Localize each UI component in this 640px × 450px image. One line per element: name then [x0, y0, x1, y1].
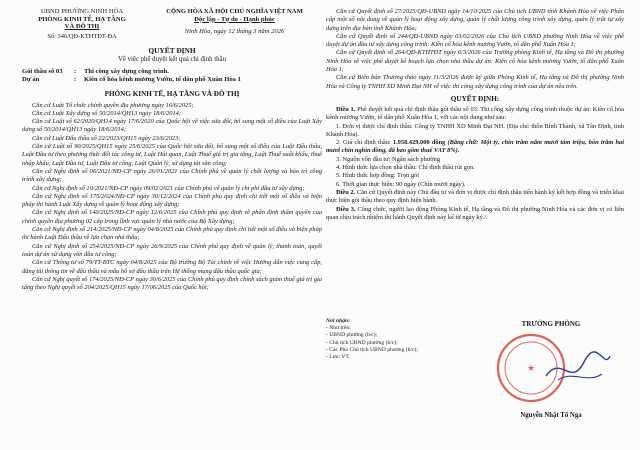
doc-number: Số: 346/QĐ-KTHTĐT-ĐA: [47, 32, 117, 40]
legal-basis-list: [22, 102, 322, 293]
legal-basis: Căn cứ Nghị định số 10/2021/NĐ-CP ngày 09/02/2021 của Chính phủ về quản lý chi phí đầu tư xây dựng;: [32, 184, 305, 192]
legal-basis: Căn cứ Luật Tổ chức chính quyền địa phương ngày 16/6/2025;: [32, 101, 194, 109]
legal-basis: Căn cứ Nghị định số 214/2025/NĐ-CP ngày 04/8/2025 của Chính phủ quy định chi tiết một số điều và biện pháp thi hành Luật Đấu thầu về lựa chọn nhà thầu;: [22, 226, 322, 242]
issuer-heading: PHÒNG KINH TẾ, HẠ TẦNG VÀ ĐÔ THỊ: [104, 89, 240, 98]
legal-basis: Căn cứ Quyết định số 27/2025/QĐ-UBND ngày 14/10/2025 của Chủ tịch UBND tỉnh Khánh Hòa về việc Phân cấp một số nội dung về quản lý hoạt động xây dựng, quản lý chất lượng công trình xây dựng, quản lý trật tự xây dựng trên địa bàn tỉnh Khánh Hòa;: [326, 8, 624, 32]
left-column: [22, 0, 322, 450]
item-contract: 5. Hình thức hợp đồng: Trọn gói: [336, 172, 420, 180]
legal-basis: Căn cứ Biên bản Thương thảo ngày 11/3/2026 được ký giữa Phòng Kinh tế, Hạ tầng và Đô thị phường Ninh Hòa và Công ty TNHH XD Minh Đạt NH về việc thi công xây dựng công trình của dự án nêu trên.: [326, 74, 624, 90]
package-info: Gói thầu số 03 : Thi công xây dựng công trình. Dự án : Kiên cố hóa kênh mương Vườn, tổ dân phố Xuân Hòa 1: [22, 68, 322, 84]
nation-title: CỘNG HÒA XÃ HỘI CHỦ NGHĨA VIỆT NAM: [166, 8, 303, 15]
recipients-title: Nơi nhận:: [326, 318, 350, 324]
doc-date: Ninh Hòa, ngày 12 tháng 3 năm 2026: [184, 28, 285, 36]
article-3: Điều 3. Công chức, người lao động Phòng Kinh tế, Hạ tầng và Đô thị phường Ninh Hòa và các đơn vị có liên quan chịu trách nhiệm thi hành Quyết định này kể từ ngày ký./.: [326, 205, 624, 221]
legal-basis: Căn cứ Thông tư số 79/TT-BTC ngày 04/8/2025 của Bộ trưởng Bộ Tài chính về việc Hướng dẫn việc cung cấp, đăng tải thông tin về đấu thầu và mẫu hồ sơ đấu thầu trên Hệ thống mạng đấu thầu quốc gia;: [22, 259, 322, 275]
item-duration: 6. Thời gian thực hiện: 90 ngày (Chín mươi ngày).: [336, 180, 466, 188]
recipients: [326, 318, 476, 361]
right-column: [326, 0, 624, 450]
agency-line-2: PHÒNG KINH TẾ, HẠ TẦNG: [38, 15, 126, 23]
signer-role: TRƯỞNG PHÒNG: [521, 320, 581, 328]
project-key: Dự án: [22, 75, 40, 83]
project-value: Kiên cố hóa kênh mương Vườn, tổ dân phố Xuân Hòa 1: [84, 75, 241, 83]
package-key: Gói thầu số 03: [22, 67, 63, 75]
recipient-line: - Lưu: VT.: [326, 354, 350, 361]
document-header: [22, 8, 322, 40]
legal-basis: Căn cứ Luật Đấu thầu số 22/2023/QH15 ngày 23/6/2023;: [32, 134, 181, 142]
signer-name: Nguyễn Nhật Tố Nga: [520, 412, 582, 419]
legal-basis: Căn cứ Luật Xây dựng số 50/2014/QH13 ngày 18/6/2014;: [32, 109, 181, 117]
price-words: (Bằng chữ: Một tỷ, chín trăm năm mươi tám triệu, bốn trăm hai mươi chín nghìn đồng, đã bao gồm thuế VAT 8%).: [326, 139, 624, 155]
price-value: 1.958.429.000 đồng: [392, 139, 446, 147]
legal-basis: Căn cứ Quyết định số 244/QĐ-UBND ngày 03/02/2026 của Chủ tịch UBND phường Ninh Hòa về việc phê duyệt dự án đầu tư xây dựng công trình: Kiên cố hóa kênh mương Vườn, tổ dân phố Xuân Hòa 1;: [326, 32, 624, 49]
agency-line-3: VÀ ĐÔ THỊ: [64, 23, 100, 31]
recipient-line: - Chủ tịch UBND phường (b/c);: [326, 339, 398, 346]
legal-basis: Căn cứ Nghị quyết số 174/2025/NĐ-CP ngày 30/6/2025 của Chính phủ quy định chính sách giảm thuế giá trị gia tăng theo Nghị quyết số 204/2025/QH15 ngày 17/06/2025 của Quốc hội;: [22, 275, 322, 292]
recipient-line: - UBND phường (b/c);: [326, 332, 378, 339]
svg-text:★: ★: [526, 363, 536, 373]
item-funding: 3. Nguồn vốn đầu tư: Ngân sách phường: [336, 155, 441, 163]
legal-basis: Căn cứ Nghị định số 140/2025/NĐ-CP ngày 12/6/2025 của Chính phủ quy định về phân định thẩm quyền của chính quyền địa phương 02 cấp trong lĩnh vực quản lý nhà nước của Bộ Xây dựng;: [22, 209, 322, 225]
item-contractor: 1. Đơn vị được chỉ định thầu: Công ty TNHH XD Minh Đạt NH. (Địa chỉ: thôn Bình Thành, xã Tân Định, tỉnh Khánh Hòa).: [326, 122, 624, 138]
recipient-line: - Các Phó Chủ tịch UBND phường (b/c);: [326, 346, 418, 353]
legal-basis: Căn cứ Luật số 90/2025/QH15 ngày 25/6/2025 của Quốc hội sửa đổi, bổ sung một số điều của Luật Đấu thầu, Luật Đầu tư theo phương thức đối tác công tư, Luật Hải quan, Luật Thuế giá trị gia tăng, Luật Thuế xuất khẩu, thuế nhập khẩu, Luật Đầu tư, Luật Đầu tư công, Luật Quản lý, sử dụng tài sản công;: [22, 143, 322, 167]
legal-basis: Căn cứ Luật số 62/2020/QH14 ngày 17/6/2020 của Quốc hội về việc sửa đổi, bổ sung một số điều của Luật Xây dựng số 50/2014/QH13 ngày 18/6/2014;: [22, 118, 322, 134]
issuing-agency: [22, 8, 142, 40]
legal-basis: Căn cứ Quyết định số 264/QĐ-KTHTĐT ngày 6/3/2026 của Trưởng phòng Kinh tế, Hạ tầng và Đô thị phường Ninh Hòa về việc phê duyệt kế hoạch lựa chọn nhà thầu dự án: Kiên cố hóa kênh mương Vườn, tổ dân phố Xuân Hòa 1;: [326, 49, 624, 74]
decides-heading: QUYẾT ĐỊNH:: [450, 94, 500, 103]
doc-title: QUYẾT ĐỊNH: [148, 46, 196, 56]
signature-block: [476, 320, 624, 419]
recipient-line: - Như trên;: [326, 325, 351, 332]
legal-basis: Căn cứ Nghị định số 06/2021/NĐ-CP ngày 26/01/2021 của Chính phủ về quản lý chất lượng và bảo trì công trình xây dựng;: [22, 167, 322, 184]
agency-line-1: UBND PHƯỜNG NINH HÒA: [40, 8, 124, 15]
legal-basis: Căn cứ Nghị định số 175/2024/NĐ-CP ngày 30/12/2024 của Chính phủ quy định chi tiết một số điều và biện pháp thi hành Luật Xây dựng về quản lý hoạt động xây dựng;: [22, 192, 322, 209]
motto: Độc lập - Tự do - Hạnh phúc: [194, 15, 275, 23]
package-value: Thi công xây dựng công trình.: [84, 67, 169, 75]
official-stamp-icon: [476, 326, 624, 412]
doc-subtitle: Về việc phê duyệt kết quả chỉ định thầu: [118, 56, 226, 64]
item-price: 2. Giá chỉ định thầu: 1.958.429.000 đồng (Bằng chữ: Một tỷ, chín trăm năm mươi tám triệu, bốn trăm hai mươi chín nghìn đồng, đã bao gồm thuế VAT 8%).: [326, 139, 624, 155]
legal-basis: Căn cứ Nghị định số 254/2025/NĐ-CP ngày 26/9/2025 của Chính phủ quy định về quản lý, thanh toán, quyết toán dự án sử dụng vốn đầu tư công;: [22, 242, 322, 258]
article-1: Điều 1. Phê duyệt kết quả chỉ định thầu gói thầu số 03: Thi công xây dựng công trình thuộc dự án: Kiên cố hóa kênh mương Vườn, tổ dân phố Xuân Hòa 1, với các nội dung như sau:: [326, 105, 624, 122]
item-selection: 4. Hình thức lựa chọn nhà thầu: Chỉ định thầu rút gọn.: [336, 164, 475, 172]
article-2: Điều 2. Căn cứ Quyết định này Chủ đầu tư và đơn vị được chỉ định thầu tiến hành ký kết hợp đồng và triển khai thực hiện gói thầu theo quy định hiện hành.: [326, 188, 624, 205]
national-header: [147, 8, 322, 40]
